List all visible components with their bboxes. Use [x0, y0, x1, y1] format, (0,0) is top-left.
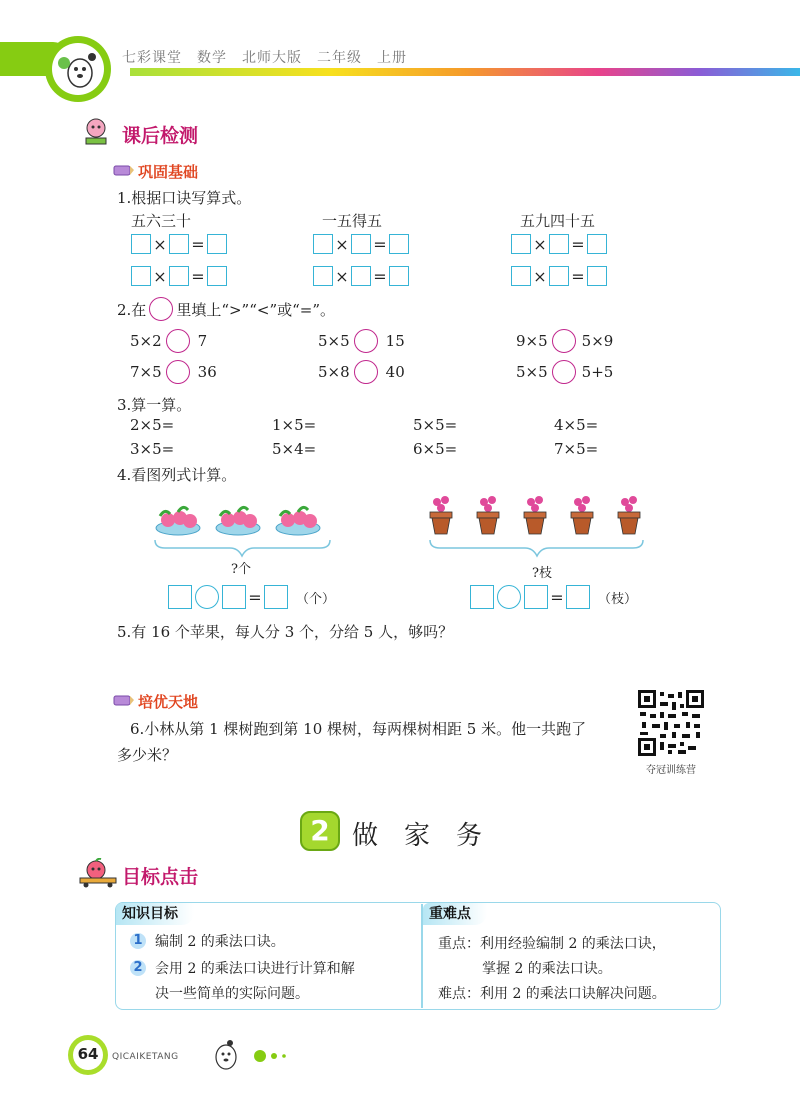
answer-box[interactable] [264, 585, 288, 609]
difficult-point-line: 难点：利用 2 的乘法口诀解决问题。 [438, 986, 666, 1002]
q2-left: 7×5 [130, 363, 162, 381]
footer-brand: QICAIKETANG [112, 1052, 179, 1062]
answer-box[interactable] [587, 234, 607, 254]
section-icon-goals [78, 858, 120, 892]
flower-pot-icon [425, 494, 650, 558]
answer-box[interactable] [587, 266, 607, 286]
answer-box[interactable] [169, 234, 189, 254]
q4-right-equation: = （枝） [470, 585, 637, 609]
q2-right: 15 [385, 332, 405, 350]
key-point-line-1: 重点：利用经验编制 2 的乘法口诀， [438, 936, 666, 952]
answer-box[interactable] [313, 266, 333, 286]
compare-circle[interactable] [166, 360, 190, 384]
q2-prompt [117, 297, 335, 321]
q2-item-3 [516, 329, 613, 353]
q3-cell: 1×5= [272, 416, 317, 434]
q1-rhyme-3: 五九四十五 [520, 212, 596, 230]
q2-left: 5×2 [130, 332, 162, 350]
footer-mascot [212, 1037, 302, 1081]
pencil-icon [112, 693, 134, 713]
q2-prompt-post: 里填上“>”“<”或“=”。 [176, 300, 336, 319]
q2-item-6 [516, 360, 613, 384]
subsection-consolidate: 巩固基础 [138, 163, 199, 181]
cartoon-boy-icon [80, 116, 112, 146]
q3-cell: 4×5= [554, 416, 599, 434]
compare-circle[interactable] [552, 360, 576, 384]
q2-item-4 [130, 360, 217, 384]
answer-box[interactable] [313, 234, 333, 254]
knowledge-item-text: 编制 2 的乘法口诀。 [155, 934, 285, 950]
q1-eq-3a: × = [511, 234, 607, 254]
apple-cart-icon [78, 858, 120, 888]
q4-flower-pots [425, 494, 650, 562]
lesson-number-badge: 2 [300, 811, 340, 851]
q2-right: 5×9 [581, 332, 614, 350]
knowledge-item-text: 会用 2 的乘法口诀进行计算和解 [155, 961, 355, 977]
q2-left: 5×8 [318, 363, 350, 381]
q4-left-equation: = （个） [168, 585, 335, 609]
q1-eq-3b: × = [511, 266, 607, 286]
key-point-line-2: 掌握 2 的乘法口诀。 [482, 961, 612, 977]
answer-box[interactable] [131, 266, 151, 286]
q1-eq-1b: × = [131, 266, 227, 286]
knowledge-item-number: 2 [130, 960, 146, 976]
q4-left-label: ?个 [231, 562, 251, 577]
q3-cell: 5×5= [413, 416, 458, 434]
answer-box[interactable] [389, 266, 409, 286]
compare-circle[interactable] [166, 329, 190, 353]
q5-prompt: 5.有 16 个苹果，每人分 3 个，分给 5 人，够吗？ [117, 623, 454, 641]
q4-peach-plates [150, 498, 340, 562]
header-logo [52, 43, 104, 95]
answer-box[interactable] [207, 234, 227, 254]
answer-box[interactable] [222, 585, 246, 609]
operator-circle[interactable] [195, 585, 219, 609]
qr-code-icon [638, 690, 704, 756]
answer-box[interactable] [566, 585, 590, 609]
q6-line-1: 6.小林从第 1 棵树跑到第 10 棵树，每两棵树相距 5 米。他一共跑了 [130, 720, 587, 738]
answer-box[interactable] [549, 266, 569, 286]
q1-eq-2b: × = [313, 266, 409, 286]
answer-box[interactable] [470, 585, 494, 609]
q2-left: 9×5 [516, 332, 548, 350]
q2-prompt-circle [149, 297, 173, 321]
answer-box[interactable] [351, 234, 371, 254]
answer-box[interactable] [524, 585, 548, 609]
q2-item-2 [318, 329, 405, 353]
q2-right: 7 [197, 332, 208, 350]
q2-item-1 [130, 329, 207, 353]
q1-eq-2a: × = [313, 234, 409, 254]
knowledge-item-1 [130, 931, 285, 951]
q2-item-5 [318, 360, 405, 384]
q3-cell: 3×5= [130, 440, 175, 458]
header-title: 七彩课堂 数学 北师大版 二年级 上册 [122, 50, 407, 66]
answer-box[interactable] [511, 234, 531, 254]
goals-knowledge-head: 知识目标 [116, 903, 194, 925]
q2-left: 5×5 [516, 363, 548, 381]
answer-box[interactable] [389, 234, 409, 254]
q3-prompt: 3.算一算。 [117, 396, 192, 414]
compare-circle[interactable] [354, 329, 378, 353]
knowledge-item-2-cont: 决一些简单的实际问题。 [155, 986, 309, 1002]
goals-key-head: 重难点 [423, 903, 487, 925]
compare-circle[interactable] [552, 329, 576, 353]
answer-box[interactable] [549, 234, 569, 254]
peach-plate-icon [150, 498, 340, 558]
q3-cell: 5×4= [272, 440, 317, 458]
q4-left-unit: （个） [296, 591, 336, 607]
answer-box[interactable] [131, 234, 151, 254]
q2-right: 5+5 [581, 363, 614, 381]
pencil-icon [112, 163, 134, 183]
lesson-title: 做 家 务 [352, 821, 483, 851]
q4-prompt: 4.看图列式计算。 [117, 466, 237, 484]
q4-right-label: ?枝 [532, 566, 552, 581]
compare-circle[interactable] [354, 360, 378, 384]
operator-circle[interactable] [497, 585, 521, 609]
q1-rhyme-1: 五六三十 [131, 212, 192, 230]
q6-line-2: 多少米？ [117, 746, 178, 764]
header-rainbow-bar [130, 68, 800, 76]
section-icon-after-class [80, 116, 112, 150]
qr-code[interactable] [638, 690, 704, 756]
q2-right: 36 [197, 363, 217, 381]
qr-caption: 夺冠训练营 [646, 765, 696, 776]
page-number: 64 [77, 1045, 99, 1063]
q2-right: 40 [385, 363, 405, 381]
q4-right-unit: （枝） [598, 591, 638, 607]
q2-prompt-pre: 2.在 [117, 300, 147, 319]
subsection-advance: 培优天地 [138, 693, 199, 711]
mascot-dots-icon [212, 1037, 302, 1077]
q3-cell: 2×5= [130, 416, 175, 434]
answer-box[interactable] [169, 266, 189, 286]
answer-box[interactable] [351, 266, 371, 286]
knowledge-item-2 [130, 958, 355, 978]
knowledge-item-number: 1 [130, 933, 146, 949]
answer-box[interactable] [511, 266, 531, 286]
answer-box[interactable] [207, 266, 227, 286]
q1-prompt: 1.根据口诀写算式。 [117, 189, 252, 207]
q3-cell: 6×5= [413, 440, 458, 458]
q1-rhyme-2: 一五得五 [322, 212, 383, 230]
section-title-after-class: 课后检测 [122, 125, 199, 147]
q3-cell: 7×5= [554, 440, 599, 458]
q2-left: 5×5 [318, 332, 350, 350]
section-title-goals: 目标点击 [122, 866, 199, 888]
answer-box[interactable] [168, 585, 192, 609]
mascot-icon [52, 43, 104, 95]
q1-eq-1a: × = [131, 234, 227, 254]
